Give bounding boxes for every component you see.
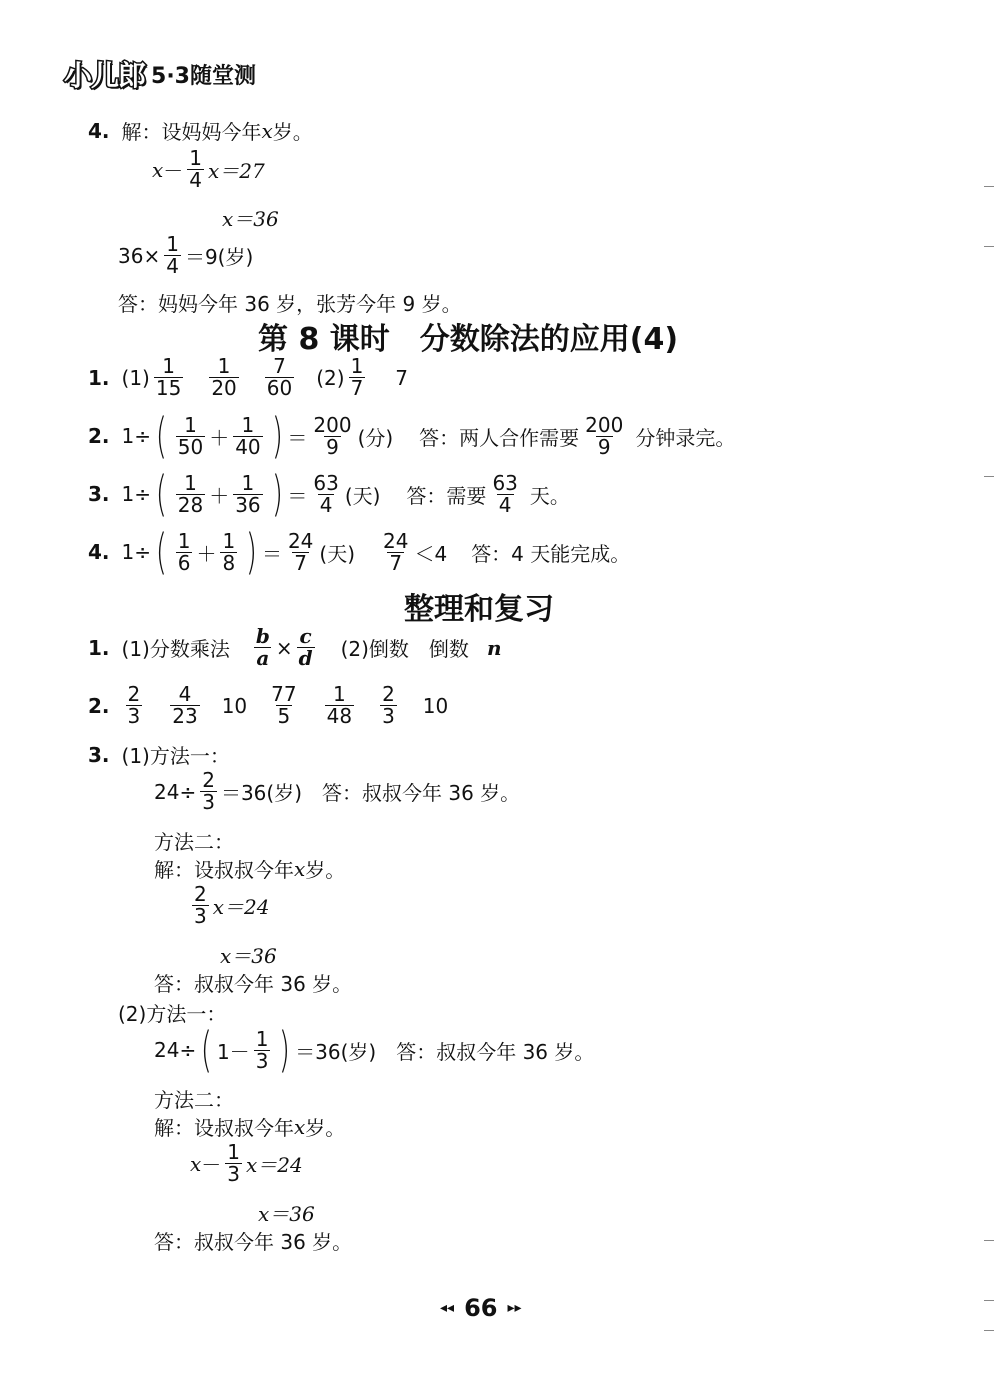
fraction: $\frac{63}{4}$: [492, 470, 518, 517]
right-paren: ): [271, 408, 283, 464]
variable: x: [261, 118, 273, 143]
rv-q3-m2-solve: [154, 854, 345, 883]
answer-text: 天。: [529, 483, 570, 508]
question-number: 3.: [88, 742, 110, 767]
fraction: $\frac{1}{3}$: [255, 1026, 269, 1073]
expression: x＝36: [258, 1202, 315, 1226]
fraction: $\frac{1}{15}$: [155, 354, 182, 400]
operator: －: [163, 159, 184, 183]
method4-label: 方法二：: [154, 1088, 234, 1112]
value: 10: [221, 693, 248, 718]
rv-q1: [88, 626, 501, 669]
fraction: $\frac{1}{50}$: [177, 412, 204, 459]
fraction: $\frac{24}{7}$: [287, 528, 314, 575]
expression: 1－: [216, 1039, 250, 1064]
fraction: $\frac{b}{a}$: [255, 624, 270, 670]
unit: (天): [319, 541, 355, 566]
fraction: $\frac{7}{60}$: [266, 354, 293, 400]
value: 10: [422, 693, 449, 718]
variable: x: [294, 856, 306, 881]
left-paren: (: [155, 524, 167, 580]
expression: 24÷: [154, 779, 197, 804]
fraction: $\frac{200}{9}$: [585, 412, 624, 459]
part-label: (2)倒数 倒数: [340, 637, 469, 661]
left-paren: (: [155, 466, 167, 522]
variable: x: [294, 1114, 306, 1139]
q4-equation-2: [222, 203, 279, 232]
rv-q3-m2-eq2: [220, 940, 277, 969]
fraction: $\frac{1}{48}$: [326, 682, 353, 728]
variable: n: [486, 635, 502, 660]
part-label: (1)方法一：: [121, 744, 230, 768]
right-paren: ): [271, 466, 283, 522]
fraction: $\frac{1}{20}$: [211, 354, 237, 400]
rv-q3-header: [88, 740, 230, 769]
q4-solve-line: [88, 116, 313, 145]
q4-answer: 答：妈妈今年 36 岁，张芳今年 9 岁。: [118, 292, 462, 316]
operator: ＋: [196, 541, 217, 566]
text: 岁。: [272, 120, 313, 144]
text: 岁。: [305, 858, 346, 882]
left-paren: (: [200, 1022, 213, 1078]
text: 解：设叔叔今年: [154, 858, 294, 882]
fraction: $\frac{1}{40}$: [235, 412, 261, 459]
rv-q3-m4-eq1: [190, 1142, 303, 1185]
rv-q2: [88, 684, 448, 727]
question-number: 4.: [88, 118, 110, 143]
logo-mark: 小儿郎: [64, 59, 146, 92]
text: 解：设妈妈今年: [121, 120, 262, 144]
operator: －: [201, 1153, 222, 1177]
fraction: $\frac{1}{3}$: [227, 1140, 241, 1186]
fraction: $\frac{1}{6}$: [177, 528, 191, 575]
value: 7: [395, 365, 409, 390]
expression: x＝27: [208, 159, 265, 183]
fraction: $\frac{1}{4}$: [189, 146, 203, 192]
edge-mark: [984, 476, 994, 477]
expression: x＝24: [246, 1153, 303, 1177]
part-label: (2): [316, 365, 345, 390]
expression: 1÷: [121, 482, 151, 506]
question-number: 2.: [88, 693, 110, 718]
expression: x＝36: [222, 207, 279, 231]
question-number: 2.: [88, 424, 110, 448]
operator: ＋: [209, 425, 230, 450]
page-footer: [440, 1294, 522, 1322]
rv-q3-method1: [154, 770, 520, 813]
l8-q2: [88, 408, 736, 464]
fraction: $\frac{77}{5}$: [271, 682, 297, 728]
edge-mark: [984, 1330, 994, 1331]
expression: 36×: [118, 243, 161, 268]
fraction: $\frac{1}{28}$: [177, 470, 204, 517]
fraction: $\frac{63}{4}$: [313, 470, 339, 517]
answer-text: 答：4 天能完成。: [471, 541, 631, 566]
rv-q3-m4-eq2: [258, 1198, 315, 1227]
unit: (分): [357, 425, 394, 450]
answer-text: 分钟录完。: [635, 425, 736, 450]
brand-logo: [64, 52, 256, 96]
fraction: $\frac{1}{4}$: [166, 232, 179, 278]
expression: x＝36: [220, 944, 277, 968]
method2-label: 方法二：: [154, 830, 234, 854]
answer-text: 答：需要: [406, 483, 487, 508]
edge-mark: [984, 1300, 994, 1301]
part-label: (1): [121, 365, 150, 390]
question-number: 1.: [88, 635, 110, 660]
rv-q3-m4-solve: [154, 1112, 345, 1141]
comparison: ＜4: [414, 541, 448, 566]
edge-mark: [984, 246, 994, 247]
left-paren: (: [155, 408, 167, 464]
question-number: 1.: [88, 365, 110, 390]
logo-subtitle: 5·3随堂测: [151, 63, 256, 89]
unit: (天): [344, 483, 381, 508]
review-title: 整理和复习: [404, 592, 554, 627]
fraction: $\frac{1}{36}$: [235, 470, 261, 517]
expression: 1÷: [121, 424, 151, 448]
fraction: $\frac{4}{23}$: [172, 682, 198, 728]
fraction: $\frac{2}{3}$: [382, 682, 395, 728]
l8-q4: [88, 524, 631, 580]
l8-q3: [88, 466, 570, 522]
text: 岁。: [305, 1116, 346, 1140]
expression: 1÷: [121, 540, 151, 564]
right-paren: ): [279, 1022, 291, 1078]
part-label: (1)分数乘法: [121, 637, 230, 661]
operator: ×: [275, 635, 293, 660]
fraction: $\frac{2}{3}$: [194, 882, 207, 928]
expression: ＝36(岁) 答：叔叔今年 36 岁。: [220, 781, 521, 805]
right-paren: ): [245, 524, 258, 580]
q4-equation-3: [118, 234, 253, 277]
fraction: $\frac{200}{9}$: [313, 412, 352, 459]
answer-text: 答：两人合作需要: [419, 425, 580, 450]
edge-mark: [984, 1240, 994, 1241]
rv-q3-m2-eq1: [188, 884, 269, 927]
operator: ＝: [287, 483, 308, 508]
operator: ＝: [287, 425, 308, 450]
fraction: $\frac{1}{8}$: [222, 528, 236, 575]
next-arrows-icon: ▸▸: [507, 1300, 522, 1316]
operator: ＋: [209, 483, 230, 508]
q4-equation-1: [152, 148, 265, 191]
fraction: $\frac{2}{3}$: [127, 682, 141, 728]
fraction: $\frac{2}{3}$: [202, 768, 215, 814]
question-number: 3.: [88, 482, 110, 506]
text: 解：设叔叔今年: [154, 1116, 294, 1140]
variable: x: [190, 1151, 202, 1176]
expression: ＝9(岁): [184, 245, 254, 269]
part2-label: (2)方法一：: [118, 1002, 227, 1026]
expression: ＝36(岁) 答：叔叔今年 36 岁。: [295, 1039, 595, 1064]
operator: ＝: [261, 541, 282, 566]
l8-q1: [88, 356, 408, 399]
rv-q3-m2-answer: 答：叔叔今年 36 岁。: [154, 972, 353, 996]
variable: x: [152, 157, 164, 182]
lesson-title: 第 8 课时 分数除法的应用(4): [258, 322, 679, 357]
page-number: 66: [464, 1294, 498, 1322]
expression: x＝24: [212, 895, 270, 919]
fraction: $\frac{c}{d}$: [298, 624, 313, 670]
prev-arrows-icon: ◂◂: [440, 1300, 455, 1316]
fraction: $\frac{1}{7}$: [350, 354, 364, 400]
expression: 24÷: [154, 1038, 197, 1062]
question-number: 4.: [88, 540, 110, 564]
rv-q3-method3: [154, 1022, 595, 1078]
fraction: $\frac{24}{7}$: [383, 528, 409, 575]
rv-q3-m4-answer: 答：叔叔今年 36 岁。: [154, 1230, 353, 1254]
edge-mark: [984, 186, 994, 187]
